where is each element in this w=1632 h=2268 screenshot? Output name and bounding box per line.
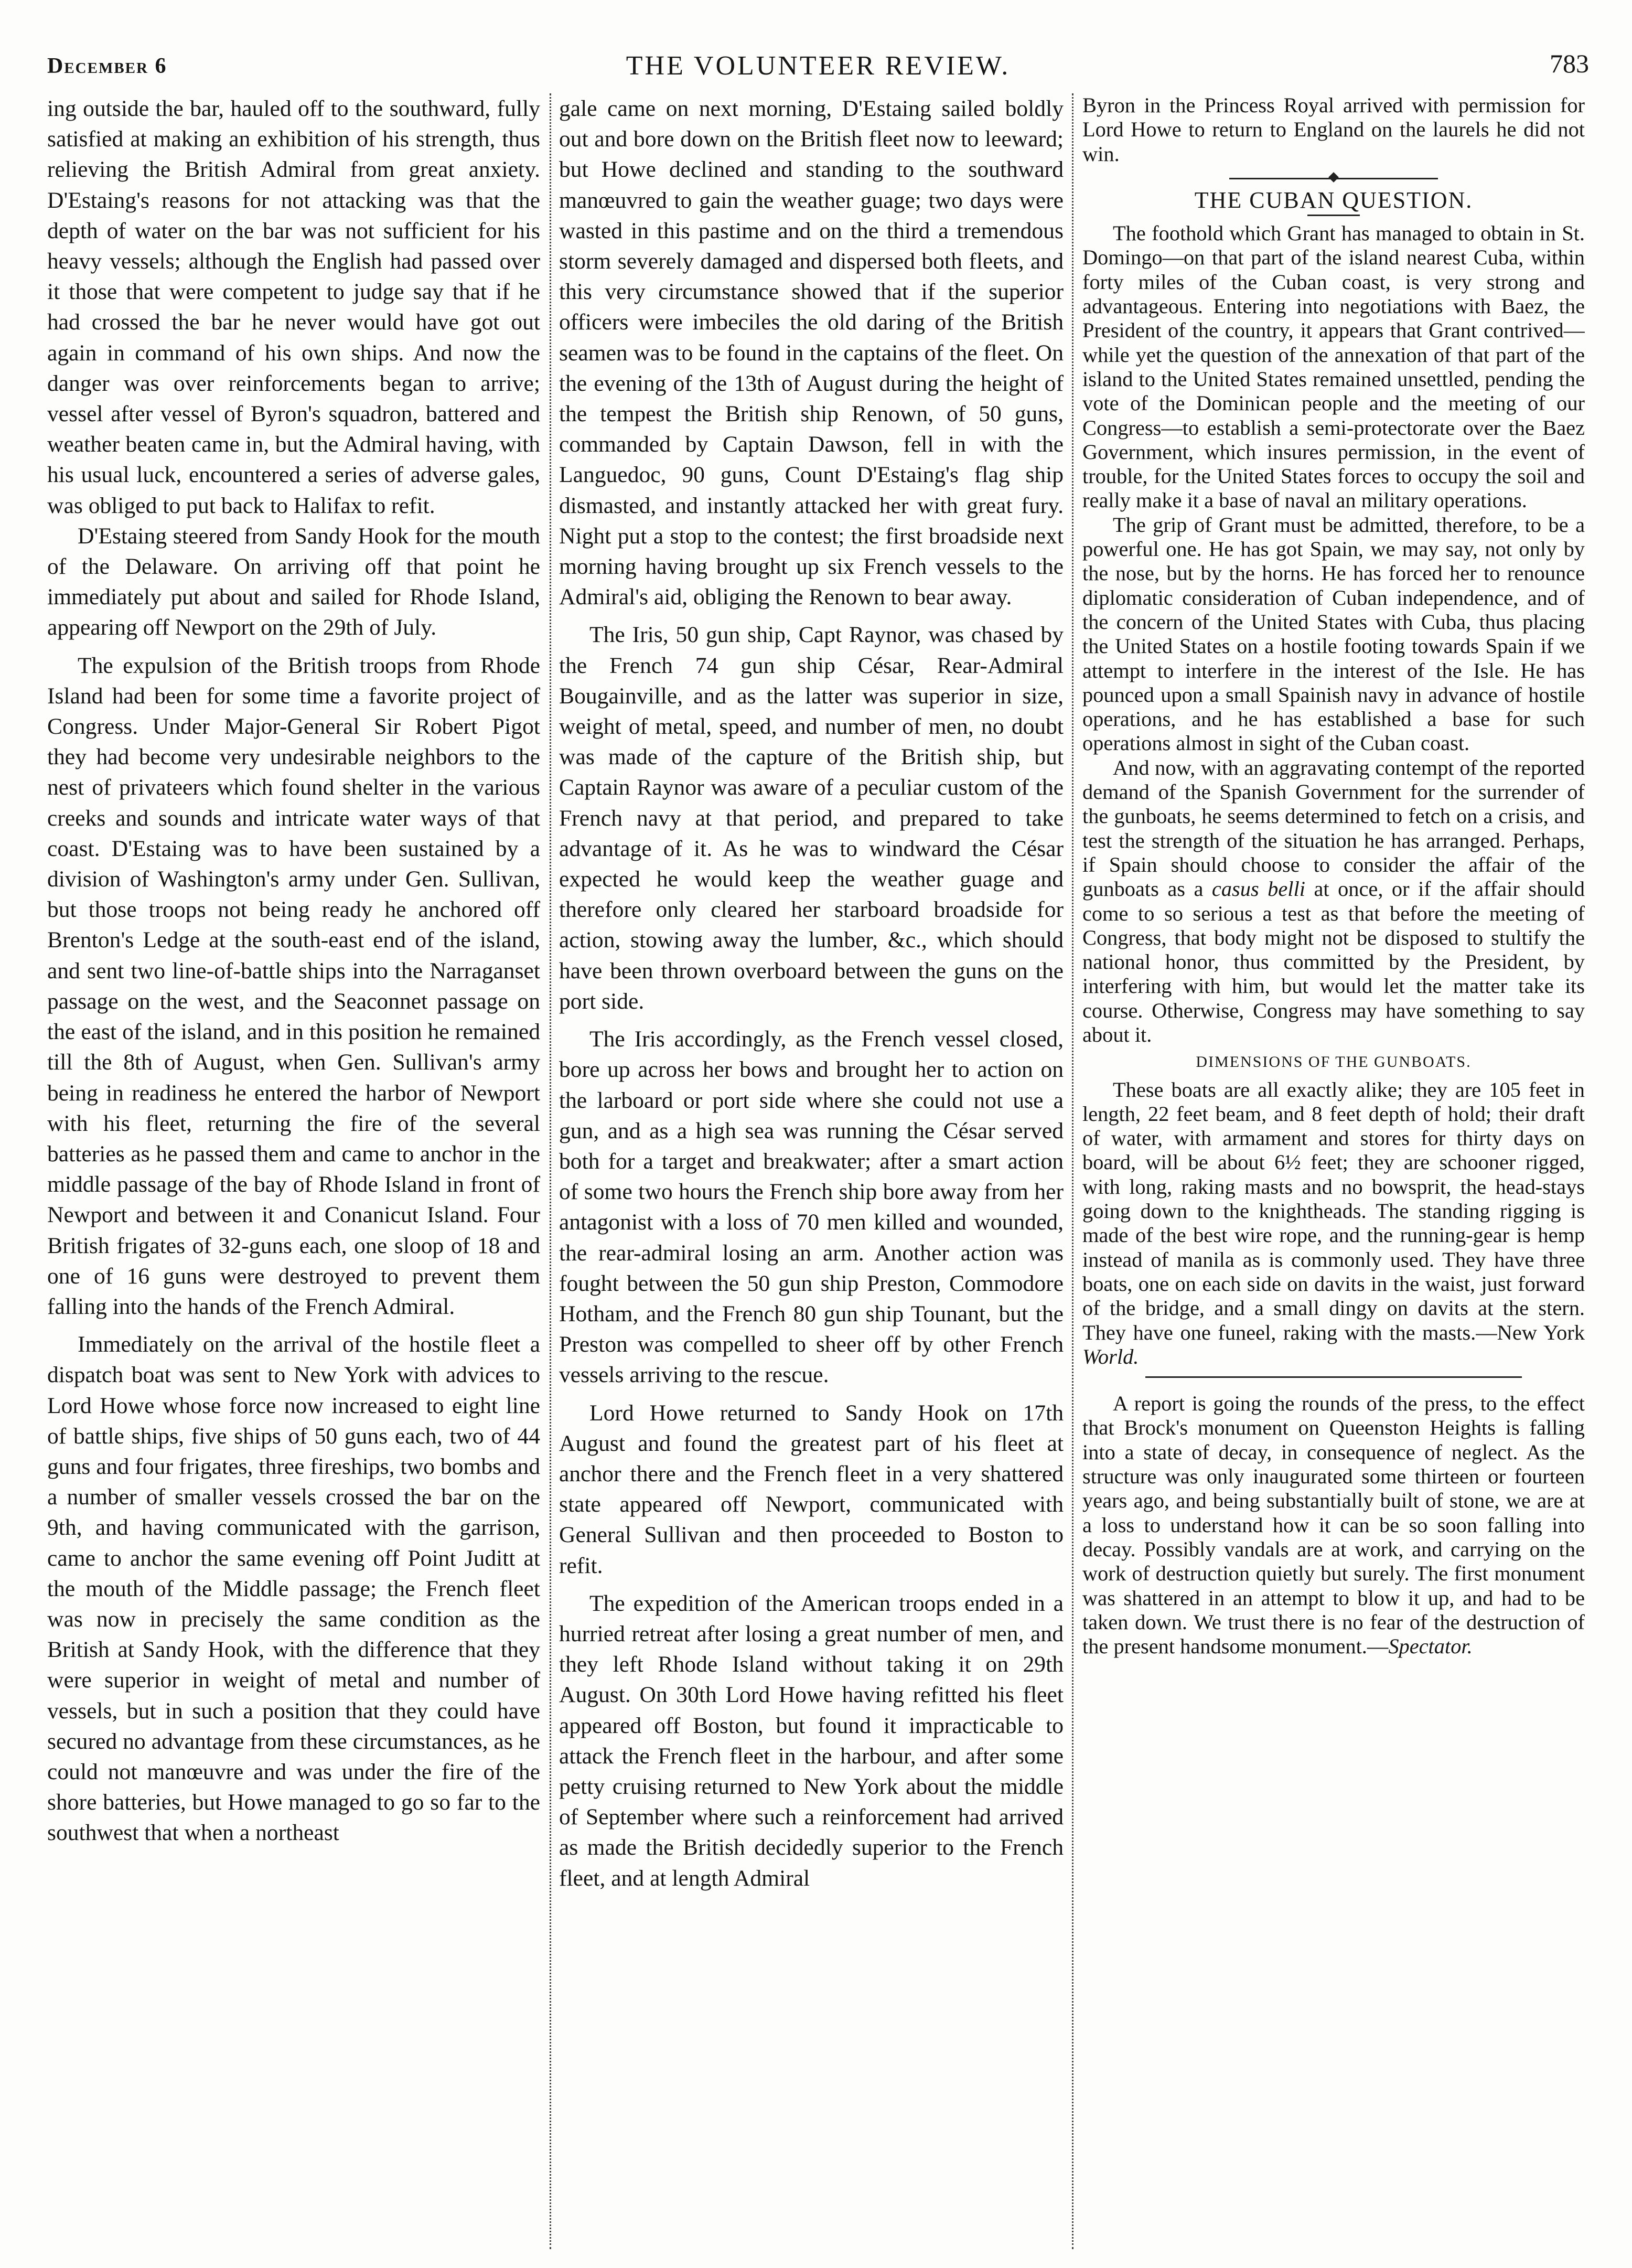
column-rule-right [1072,93,1073,2249]
paragraph [1082,756,1585,1047]
ornamental-divider [1082,170,1585,186]
article-separator [1145,1376,1522,1378]
text-run: And now, with an aggravating contempt of the reported demand of the Spanish Government for the surrender of the gunboats, he seems determined to fetch on a crisis, and test the strength of the situation he has arranged. Perhaps, if Spain should choose to consider the affair of the gunboats as a [1082,755,1585,901]
paragraph: Immediately on the arrival of the hostile fleet a dispatch boat was sent to New York with advices to Lord Howe whose force now increased to eight line of battle ships, five ships of 50 guns each, two of 44 guns and four frigates, three fireships, two bombs and a number of smaller vessels crossed the bar on the 9th, and having communicated with the garrison, came to anchor the same evening off Point Juditt at the mouth of the Middle passage; the French fleet was now in precisely the same condition as the British at Sandy Hook, with the difference that they were superior in weight of metal and number of vessels, but in such a position that they could have secured no advantage from these circumstances, as he could not manœuvre and was under the fire of the shore batteries, but Howe managed to go so far to the southwest that when a northeast [47,1332,540,1846]
italic-source: Spectator. [1388,1634,1473,1659]
page-header [47,46,1589,88]
paragraph: The expedition of the American troops ended in a hurried retreat after losing a great number of men, and they left Rhode Island without taking it on 29th August. On 30th Lord Howe having refitted his fleet appeared off Boston, but found it impracticable to attack the French fleet in the harbour, and after some petty cruising returned to New York about the middle of September where such a reinforcement had arrived as made the British decidedly superior to the French fleet, and at length Admiral [559,1590,1064,1891]
paragraph: The expulsion of the British troops from Rhode Island had been for some time a favorite project of Congress. Under Major-General Sir Robert Pigot they had become very undesirable neighbors to the nest of privateers which found shelter in the various creeks and sounds and intricate water ways of that coast. D'Estaing was to have been sustained by a division of Washington's army under Gen. Sullivan, but those troops not being ready he anchored off Brenton's Ledge at the south-east end of the island, and sent two line-of-battle ships into the Narraganset passage on the west, and the Seaconnet passage on the east of the island, and in this position he remained till the 8th of August, when Gen. Sullivan's army being in readiness he entered the harbor of Newport with his fleet, returning the fire of the several batteries as he passed them and came to anchor in the middle passage of the bay of Rhode Island in front of Newport and between it and Conanicut Island. Four British frigates of 32-guns each, one sloop of 18 and one of 16 guns were destroyed to prevent them falling into the hands of the French Admiral. [47,652,540,1319]
paragraph: The grip of Grant must be admitted, therefore, to be a powerful one. He has got Spain, we may say, not only by the nose, but by the horns. He has forced her to renounce diplomatic consideration of Cuban independence, and of the concern of the United States with Cuba, thus placing the United States on a hostile footing towards Spain if we attempt to interfere in the interest of the Isle. He has pounced upon a small Spainish navy in advance of hostile operations, and he has established a base for such operations almost in sight of the Cuban coast. [1082,512,1585,755]
paragraph: D'Estaing steered from Sandy Hook for the mouth of the Delaware. On arriving off that point he immediately put about and sailed for Rhode Island, appearing off Newport on the 29th of July. [47,523,540,640]
diamond-ornament-icon [1328,172,1339,183]
paragraph: ing outside the bar, hauled off to the southward, fully satisfied at making an exhibition of his strength, thus relieving the British Admiral from great anxiety. D'Estaing's reasons for not attacking was that the depth of water on the bar was not sufficient for his heavy vessels; although the English had passed over it those that were competent to judge say that if he had crossed the bar he never would have got out again in command of his own ships. And now the danger was over reinforcements began to arrive; vessel after vessel of Byron's squadron, battered and weather beaten came in, but the Admiral having, with his usual luck, encountered a series of adverse gales, was obliged to put back to Halifax to refit. [47,96,540,518]
column-left [47,93,540,2239]
paragraph: The Iris, 50 gun ship, Capt Raynor, was chased by the French 74 gun ship César, Rear-Admiral Bougainville, and as the latter was superior in size, weight of metal, speed, and number of men, no doubt was made of the capture of the British ship, but Captain Raynor was aware of a peculiar custom of the French navy at that period, and prepared to take advantage of it. As he was to windward the César expected he would keep the weather guage and therefore only cleared her starboard broadside for action, stowing away the lumber, &c., which should have been thrown overboard between the guns on the port side. [559,622,1064,1014]
text-run: A report is going the rounds of the press, to the effect that Brock's monument on Queenston Heights is falling into a state of decay, in consequence of neglect. As the structure was only inaugurated some thirteen or fourteen years ago, and being substantially built of stone, we are at a loss to understand how it can be so soon falling into decay. Possibly vandals are at work, and carrying on the work of destruction quietly but surely. The first monument was shattered in an attempt to blow it up, and had to be taken down. We trust there is no fear of the destruction of the present handsome monument.— [1082,1392,1585,1659]
title-underline [1307,215,1360,216]
paragraph: gale came on next morning, D'Estaing sailed boldly out and bore down on the British fleet now to leeward; but Howe declined and standing to the southward manœuvred to gain the weather guage; two days were wasted in this pastime and on the third a tremendous storm severely damaged and dispersed both fleets, and this very circumstance showed that if the superior officers were imbeciles the old daring of the British seamen was to be found in the captains of the fleet. On the evening of the 13th of August during the height of the tempest the British ship Renown, of 50 guns, commanded by Captain Dawson, fell in with the Languedoc, 90 guns, Count D'Estaing's flag ship dismasted, and instantly attacked her with great fury. Night put a stop to the contest; the first broadside next morning having brought up six French vessels to the Admiral's aid, obliging the Renown to bear away. [559,96,1064,610]
subheading: DIMENSIONS OF THE GUNBOATS. [1196,1053,1472,1071]
paragraph [1082,1078,1585,1370]
paragraph: Lord Howe returned to Sandy Hook on 17th August and found the greatest part of his fleet at anchor there and the French fleet in a very shattered state appeared off Newport, communicated with General Sullivan and then proceeded to Boston to refit. [559,1400,1064,1578]
page-number: 783 [1550,49,1589,78]
italic-source: World. [1082,1344,1139,1368]
column-middle [559,93,1064,2239]
paragraph: The Iris accordingly, as the French vessel closed, bore up across her bows and brought her to action on the larboard or port side where she could not use a gun, and as a high sea was running the César served both for a target and breakwater; after a smart action of some two hours the French ship bore away from her antagonist with a loss of 70 men killed and wounded, the rear-admiral losing an arm. Another action was fought between the 50 gun ship Preston, Commodore Hotham, and the French 80 gun ship Tounant, but the Preston was compelled to sheer off by other French vessels arriving to the rescue. [559,1026,1064,1388]
paragraph [1082,1392,1585,1659]
text-run: These boats are all exactly alike; they are 105 feet in length, 22 feet beam, and 8 feet depth of hold; their draft of water, with armament and stores for thirty days on board, will be about 6½ feet; they are schooner rigged, with long, raking masts and no bowsprit, the head-stays going down to the knightheads. The standing rigging is made of the best wire rope, and the running-gear is hemp instead of manila as is commonly used. They have three boats, one on each side on davits in the waist, just forward of the bridge, and a small dingy on davits at the stern. They have one funeel, raking with the masts.—New York [1082,1077,1585,1344]
header-title: THE VOLUNTEER REVIEW. [626,51,1011,81]
article-title: THE CUBAN QUESTION. [1194,187,1473,213]
column-right [1082,93,1585,2239]
header-date: December 6 [47,54,167,78]
paragraph: The foothold which Grant has managed to obtain in St. Domingo—on that part of the island nearest Cuba, within forty miles of the Cuban coast, is very strong and advantageous. Entering into negotiations with Baez, the President of the country, it appears that Grant contrived—while yet the question of the annexation of that part of the island to the United States remained unsettled, pending the vote of the Dominican people and the meeting of our Congress—to establish a semi-protectorate over the Baez Government, which insures permission, in the event of trouble, for the United States forces to occupy the soil and really make it a base of naval an military operations. [1082,221,1585,512]
italic-phrase: casus belli [1211,877,1305,901]
column-rule-left [550,93,551,2249]
paragraph: Byron in the Princess Royal arrived with permission for Lord Howe to return to England on the laurels he did not win. [1082,93,1585,166]
text-run: at once, or if the affair should come to so serious a test as that before the meeting of Congress, that body might not be disposed to stultify the national honor, thus committed by the President, by interfering with him, but would let the matter take its course. Otherwise, Congress may have something to say about it. [1082,877,1585,1046]
